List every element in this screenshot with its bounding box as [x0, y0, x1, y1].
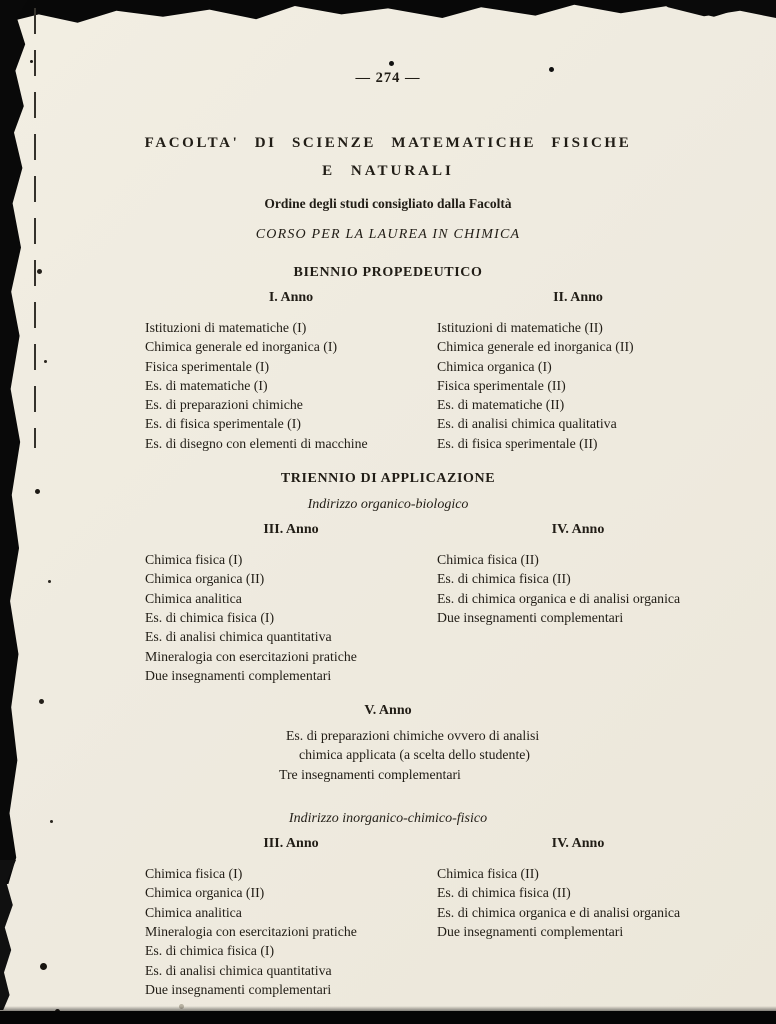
course-line: Es. di chimica fisica (I) — [145, 609, 275, 625]
course-line: Es. di analisi chimica quantitativa — [145, 962, 332, 978]
indirizzo2-columns — [56, 836, 720, 999]
column-heading-anno5: V. Anno — [364, 703, 412, 719]
indirizzo1-col-anno3 — [145, 522, 437, 685]
course-line: Es. di fisica sperimentale (I) — [145, 416, 301, 432]
course-line: Chimica organica (II) — [145, 885, 265, 901]
course-line: Chimica fisica (II) — [437, 866, 539, 882]
document-content — [56, 0, 720, 999]
course-line: Es. di analisi chimica quantitativa — [145, 629, 332, 645]
course-line: Chimica fisica (II) — [437, 552, 539, 568]
anno5-block — [279, 726, 720, 784]
column-heading-anno1: I. Anno — [268, 290, 314, 305]
course-list-anno2 — [437, 318, 719, 453]
course-line: Due insegnamenti complementari — [437, 609, 624, 625]
course-line: Due insegnamenti complementari — [145, 667, 332, 683]
course-line: Chimica organica (I) — [437, 358, 552, 374]
course-line: Chimica generale ed inorganica (II) — [437, 339, 634, 355]
indirizzo1-title: Indirizzo organico-biologico — [307, 497, 469, 513]
section-title-triennio: TRIENNIO DI APPLICAZIONE — [280, 471, 496, 487]
indirizzo2-col-anno3 — [145, 836, 437, 999]
course-line: Tre insegnamenti complementari — [279, 766, 461, 782]
biennio-col-anno1 — [145, 290, 437, 453]
course-line: Es. di matematiche (I) — [145, 377, 268, 393]
biennio-col-anno2 — [437, 290, 719, 453]
course-line: Mineralogia con esercitazioni pratiche — [145, 923, 357, 939]
ink-specks — [30, 60, 33, 63]
course-line: Chimica generale ed inorganica (I) — [145, 339, 338, 355]
course-line: Fisica sperimentale (I) — [145, 358, 270, 374]
course-line: Es. di preparazioni chimiche — [145, 397, 303, 413]
biennio-columns — [56, 290, 720, 453]
course-line: Fisica sperimentale (II) — [437, 377, 566, 393]
course-line: Es. di fisica sperimentale (II) — [437, 435, 598, 451]
course-list-ind1-anno4 — [437, 550, 719, 627]
column-heading-ind2-anno3: III. Anno — [263, 836, 319, 852]
section-title-biennio: BIENNIO PROPEDEUTICO — [293, 265, 483, 280]
course-title: CORSO PER LA LAUREA IN CHIMICA — [255, 227, 521, 242]
course-line: Es. di chimica fisica (II) — [437, 885, 571, 901]
faculty-title-line1: FACOLTA' DI SCIENZE MATEMATICHE FISICHE — [144, 135, 632, 151]
course-line: Chimica analitica — [145, 590, 242, 606]
course-line: Due insegnamenti complementari — [437, 923, 624, 939]
course-line: Chimica fisica (I) — [145, 552, 243, 568]
order-note: Ordine degli studi consigliato dalla Facoltà — [264, 196, 512, 211]
course-list-ind2-anno3 — [145, 864, 437, 999]
faculty-title-line2: E NATURALI — [322, 163, 454, 179]
course-line: Es. di matematiche (II) — [437, 397, 565, 413]
course-line: Chimica analitica — [145, 904, 242, 920]
page-number: — 274 — — [355, 70, 421, 86]
course-list-anno1 — [145, 318, 437, 453]
scan-artifact-bottom-shadow — [0, 1006, 776, 1011]
indirizzo1-col-anno4 — [437, 522, 719, 685]
column-heading-anno4: IV. Anno — [551, 522, 605, 538]
course-list-ind1-anno3 — [145, 550, 437, 685]
course-line: Es. di chimica organica e di analisi organica — [437, 590, 681, 606]
column-heading-anno3: III. Anno — [263, 522, 319, 538]
indirizzo1-columns — [56, 522, 720, 685]
column-heading-ind2-anno4: IV. Anno — [551, 836, 605, 852]
course-line: Es. di chimica fisica (II) — [437, 571, 571, 587]
scan-artifact-left-edge — [0, 0, 28, 884]
course-line: Chimica fisica (I) — [145, 866, 243, 882]
course-line: Due insegnamenti complementari — [145, 981, 332, 997]
course-line: Es. di disegno con elementi di macchine — [145, 435, 368, 451]
course-line: Es. di chimica fisica (I) — [145, 943, 275, 959]
course-line: Es. di chimica organica e di analisi organica — [437, 904, 681, 920]
course-line: Istituzioni di matematiche (II) — [437, 320, 603, 335]
binding-shadow-line — [34, 8, 36, 448]
column-heading-anno2: II. Anno — [553, 290, 603, 305]
course-line: chimica applicata (a scelta dello studente) — [299, 747, 530, 763]
course-line: Chimica organica (II) — [145, 571, 265, 587]
indirizzo2-title: Indirizzo inorganico-chimico-fisico — [288, 811, 488, 827]
course-line: Istituzioni di matematiche (I) — [145, 320, 307, 335]
course-line: Es. di preparazioni chimiche ovvero di analisi — [286, 728, 540, 744]
indirizzo2-col-anno4 — [437, 836, 719, 999]
course-line: Es. di analisi chimica qualitativa — [437, 416, 617, 432]
scan-artifact-bottom-edge — [0, 1011, 776, 1024]
course-list-ind2-anno4 — [437, 864, 719, 941]
course-line: Mineralogia con esercitazioni pratiche — [145, 648, 357, 664]
scan-artifact-left-lower — [0, 860, 16, 1010]
